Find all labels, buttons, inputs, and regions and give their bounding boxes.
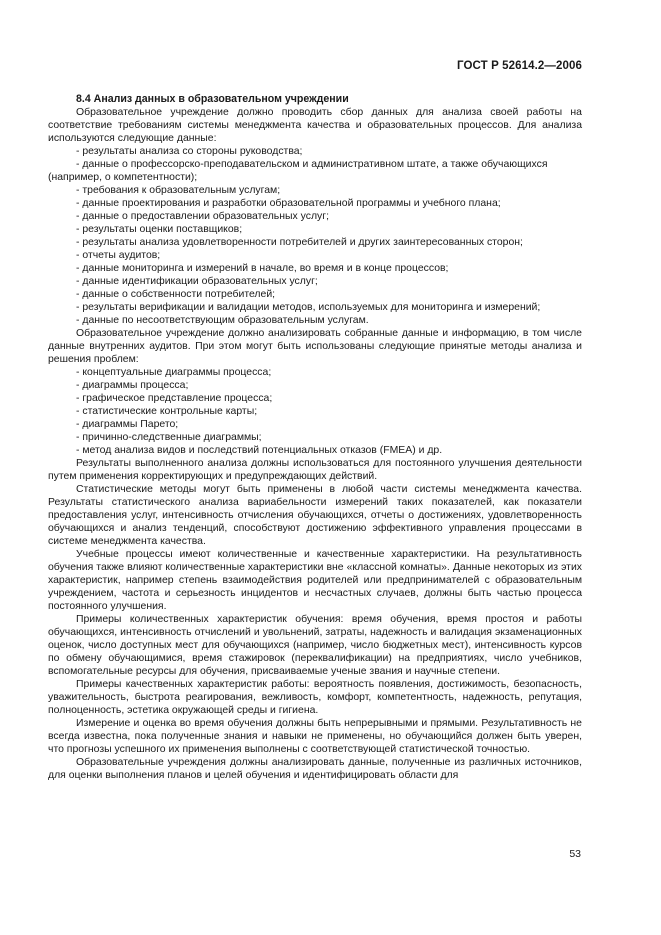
page-content <box>48 93 582 782</box>
list-item: - данные о профессорско-преподавательском и административном штате, а также обучающихся <box>76 159 548 170</box>
list-item: - диаграммы Парето; <box>76 419 179 430</box>
paragraph: Результаты выполненного анализа должны использоваться для постоянного улучшения деятельности путем применения корректирующих и предупреждающих действий. <box>48 458 582 482</box>
list-item: - диаграммы процесса; <box>76 380 189 391</box>
paragraph: Примеры качественных характеристик работы: вероятность появления, достижимость, безопасность, уважительность, быстрота реагирования, вежливость, комфорт, компетентность, надежность, репутация, полноценность, эстетика окружающей среды и гигиена. <box>48 679 582 716</box>
list-item: - результаты оценки поставщиков; <box>76 224 243 235</box>
list-item: - метод анализа видов и последствий потенциальных отказов (FMEA) и др. <box>76 445 443 456</box>
list-item: - причинно-следственные диаграммы; <box>76 432 262 443</box>
page-number: 53 <box>569 848 581 860</box>
section-title: 8.4 Анализ данных в образовательном учреждении <box>76 93 349 105</box>
list-item: - графическое представление процесса; <box>76 393 273 404</box>
list-item: - требования к образовательным услугам; <box>76 185 281 196</box>
paragraph: Образовательное учреждение должно проводить сбор данных для анализа своей работы на соответствие требованиям системы менеджмента качества и образовательных процессов. Для анализа используются следующие данные: <box>48 107 582 144</box>
list-item: - данные о предоставлении образовательных услуг; <box>76 211 329 222</box>
paragraph: Примеры количественных характеристик обучения: время обучения, время простоя и работы обучающихся, интенсивность отчислений и увольнений, затраты, надежность и валидация экзаменационных оценок, число доступных мест для обучающихся (например, число бюджетных мест), интенсивность курсов по обмену обучающимися, время стажировок (переквалификации) на предприятиях, число учебников, вспомогательные ресурсы для обучения, присваиваемые ученые звания и научные степени. <box>48 614 582 677</box>
paragraph: Измерение и оценка во время обучения должны быть непрерывными и прямыми. Результативность не всегда известна, пока полученные знания и навыки не применены, но обучающийся должен быть уверен, что прогнозы успешного их применения выполнены с соответствующей статистической точностью. <box>48 718 582 755</box>
list-item: - результаты верификации и валидации методов, используемых для мониторинга и измерений; <box>76 302 541 313</box>
list-item: - данные о собственности потребителей; <box>76 289 276 300</box>
paragraph: Учебные процессы имеют количественные и качественные характеристики. На результативность обучения также влияют количественные характеристики вне «классной комнаты». Данные некоторых из этих характеристик, например степень взаимодействия родителей или предпринимателей с образовательным учреждением, частота и серьезность инцидентов и несчастных случаев, должны быть частью процесса постоянного улучшения. <box>48 549 582 612</box>
list-item-continuation: (например, о компетентности); <box>48 172 198 183</box>
list-item: - отчеты аудитов; <box>76 250 161 261</box>
list-item: - концептуальные диаграммы процесса; <box>76 367 272 378</box>
list-item: - статистические контрольные карты; <box>76 406 258 417</box>
list-item: - результаты анализа со стороны руководства; <box>76 146 303 157</box>
paragraph: Образовательное учреждение должно анализировать собранные данные и информацию, в том числе данные внутренних аудитов. При этом могут быть использованы следующие принятые методы анализа и решения проблем: <box>48 328 582 365</box>
paragraph: Образовательные учреждения должны анализировать данные, полученные из различных источников, для оценки выполнения планов и целей обучения и идентифицировать области для <box>48 757 582 781</box>
list-item: - данные по несоответствующим образовательным услугам. <box>76 315 369 326</box>
list-item: - результаты анализа удовлетворенности потребителей и других заинтересованных сторон; <box>76 237 523 248</box>
paragraph: Статистические методы могут быть применены в любой части системы менеджмента качества. Результаты статистического анализа вариабельности измерений таких показателей, как показатели предоставления услуг, интенсивность отчисления обучающихся, отчеты о достижениях, удовлетворенность обучающихся и анализ тенденций, способствуют достижению эффективного управления процессами в системе менеджмента качества. <box>48 484 582 547</box>
list-item: - данные проектирования и разработки образовательной программы и учебного плана; <box>76 198 501 209</box>
list-item: - данные мониторинга и измерений в начале, во время и в конце процессов; <box>76 263 449 274</box>
list-item: - данные идентификации образовательных услуг; <box>76 276 318 287</box>
document-id: ГОСТ Р 52614.2—2006 <box>457 60 582 72</box>
